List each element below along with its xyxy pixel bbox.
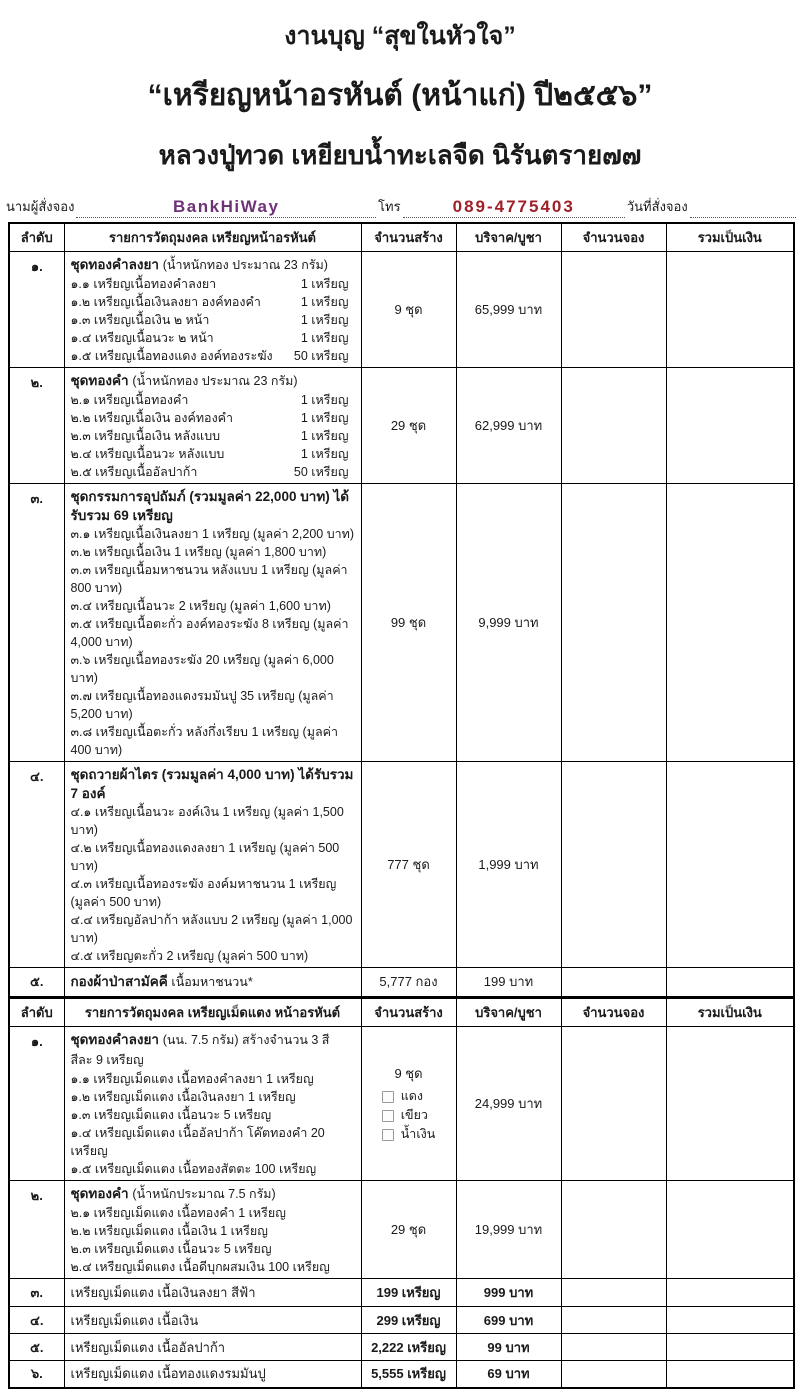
row-description (64, 251, 361, 367)
row-description (64, 367, 361, 483)
made-count: 777 ชุด (361, 761, 456, 967)
made-count: 299 เหรียญ (361, 1307, 456, 1334)
price: 9,999 บาท (456, 483, 561, 761)
set-item: ๑.๒ เหรียญเม็ดแตง เนื้อเงินลงยา 1 เหรียญ (70, 1090, 296, 1104)
col-price: บริจาค/บูชา (456, 999, 561, 1027)
row-description (64, 1027, 361, 1181)
row-description: เหรียญเม็ดแตง เนื้อเงินลงยา สีฟ้า (64, 1279, 361, 1307)
row-no: ๓. (9, 1279, 64, 1307)
set-item: ๓.๒ เหรียญเนื้อเงิน 1 เหรียญ (มูลค่า 1,800 บาท) (70, 544, 327, 559)
set-title: ชุดกรรมการอุปถัมภ์ (รวมมูลค่า 22,000 บาท) ได้รับรวม 69 เหรียญ (70, 488, 350, 523)
item-qty: 1 เหรียญ (300, 446, 349, 461)
item-text: ๑.๓ เหรียญเนื้อเงิน ๒ หน้า (70, 312, 210, 327)
set-item: ๒.๒ เหรียญเม็ดแตง เนื้อเงิน 1 เหรียญ (70, 1224, 268, 1238)
total-amount-cell (666, 483, 794, 761)
booking-qty-cell (561, 967, 666, 997)
col-made-count: จำนวนสร้าง (361, 999, 456, 1027)
item-text: ๒.๓ เหรียญเนื้อเงิน หลังแบบ (70, 428, 221, 443)
checkbox-green[interactable] (382, 1110, 394, 1122)
row-no: ๕. (9, 967, 64, 997)
row-description: เหรียญเม็ดแตง เนื้ออัลปาก้า (64, 1334, 361, 1361)
table1-header-row (9, 223, 794, 251)
set-item: ๑.๓ เหรียญเม็ดแตง เนื้อนวะ 5 เหรียญ (70, 1108, 272, 1122)
item-text: ๒.๒ เหรียญเนื้อเงิน องค์ทองคำ (70, 410, 234, 425)
row-no: ๑. (9, 251, 64, 367)
price: 99 บาท (456, 1334, 561, 1361)
row-description (64, 483, 361, 761)
col-no: ลำดับ (9, 999, 64, 1027)
price: 69 บาท (456, 1361, 561, 1388)
col-booking-qty: จำนวนจอง (561, 999, 666, 1027)
price: 24,999 บาท (456, 1027, 561, 1181)
set-item: ๓.๔ เหรียญเนื้อนวะ 2 เหรียญ (มูลค่า 1,600 บาท) (70, 598, 331, 613)
orderer-name-value: BankHiWay (173, 197, 280, 216)
set-title-text: ชุดทองคำ (70, 1186, 129, 1201)
total-amount-cell (666, 1334, 794, 1361)
orderer-name-label: นามผู้สั่งจอง (6, 199, 75, 214)
order-date-field (690, 200, 796, 218)
item-text: ๑.๑ เหรียญเนื้อทองคำลงยา (70, 276, 217, 291)
set-item (71, 391, 355, 409)
melon-seed-coin-table (8, 998, 795, 1389)
item-qty: 1 เหรียญ (300, 428, 349, 443)
col-no: ลำดับ (9, 223, 64, 251)
total-amount-cell (666, 1027, 794, 1181)
item-qty: 1 เหรียญ (300, 276, 349, 291)
set-title-note: (นน. 7.5 กรัม) สร้างจำนวน 3 สี สีละ 9 เหรียญ (70, 1033, 330, 1067)
row-no: ๑. (9, 1027, 64, 1181)
made-count: 29 ชุด (361, 367, 456, 483)
set-item: ๓.๑ เหรียญเนื้อเงินลงยา 1 เหรียญ (มูลค่า 2,200 บาท) (70, 526, 355, 541)
table-row (9, 967, 794, 997)
col-total-amount: รวมเป็นเงิน (666, 999, 794, 1027)
item-text: ๒.๑ เหรียญเนื้อทองคำ (70, 392, 189, 407)
row-description (64, 967, 361, 997)
made-count: 5,555 เหรียญ (361, 1361, 456, 1388)
color-option (382, 1087, 436, 1106)
total-amount-cell (666, 1279, 794, 1307)
set-item: ๓.๕ เหรียญเนื้อตะกั่ว องค์ทองระฆัง 8 เหรียญ (มูลค่า 4,000 บาท) (70, 616, 349, 649)
item-qty: 1 เหรียญ (300, 294, 349, 309)
set-item: ๔.๔ เหรียญอัลปาก้า หลังแบบ 2 เหรียญ (มูลค่า 1,000 บาท) (70, 912, 353, 945)
price: 1,999 บาท (456, 761, 561, 967)
checkbox-label: เขียว (400, 1108, 428, 1122)
order-info-line (4, 196, 796, 218)
set-item: ๓.๘ เหรียญเนื้อตะกั่ว หลังกึ่งเรียบ 1 เหรียญ (มูลค่า 400 บาท) (70, 724, 338, 757)
set-item (71, 293, 355, 311)
set-item: ๑.๔ เหรียญเม็ดแตง เนื้ออัลปาก้า โค๊ตทองคำ 20 เหรียญ (70, 1126, 325, 1158)
table-row (9, 1307, 794, 1334)
set-item: ๑.๑ เหรียญเม็ดแตง เนื้อทองคำลงยา 1 เหรียญ (70, 1072, 314, 1086)
col-made-count: จำนวนสร้าง (361, 223, 456, 251)
row-description: เหรียญเม็ดแตง เนื้อทองแดงรมมันปู (64, 1361, 361, 1388)
price: 199 บาท (456, 967, 561, 997)
made-count: 99 ชุด (361, 483, 456, 761)
set-title-text: ชุดทองคำลงยา (70, 256, 159, 272)
made-count-cell (361, 1027, 456, 1181)
made-count: 29 ชุด (361, 1181, 456, 1279)
price: 62,999 บาท (456, 367, 561, 483)
row-no: ๖. (9, 1361, 64, 1388)
set-item (71, 445, 355, 463)
set-item: ๔.๑ เหรียญเนื้อนวะ องค์เงิน 1 เหรียญ (มูลค่า 1,500 บาท) (70, 804, 344, 837)
table-row (9, 1334, 794, 1361)
col-description: รายการวัตถุมงคล เหรียญเม็ดแตง หน้าอรหันต์ (64, 999, 361, 1027)
set-title (71, 1184, 355, 1204)
item-text: ๒.๕ เหรียญเนื้ออัลปาก้า (70, 464, 198, 479)
item-qty: 1 เหรียญ (300, 312, 349, 327)
row-description (64, 761, 361, 967)
made-count: 199 เหรียญ (361, 1279, 456, 1307)
made-count: 9 ชุด (361, 251, 456, 367)
total-amount-cell (666, 367, 794, 483)
table-row (9, 483, 794, 761)
table-row (9, 367, 794, 483)
row-description (64, 1181, 361, 1279)
table-row (9, 1027, 794, 1181)
set-title (71, 371, 355, 391)
booking-qty-cell (561, 251, 666, 367)
item-qty: 1 เหรียญ (300, 410, 349, 425)
checkbox-blue[interactable] (382, 1129, 394, 1141)
color-options (382, 1087, 436, 1144)
orderer-name-field (76, 197, 376, 218)
arahant-coin-table (8, 222, 795, 998)
set-item (71, 409, 355, 427)
item-text: ๒.๔ เหรียญเนื้อนวะ หลังแบบ (70, 446, 225, 461)
table-row (9, 251, 794, 367)
color-option (382, 1125, 436, 1144)
col-description: รายการวัตถุมงคล เหรียญหน้าอรหันต์ (64, 223, 361, 251)
row-no: ๒. (9, 1181, 64, 1279)
set-item: ๓.๗ เหรียญเนื้อทองแดงรมมันปู 35 เหรียญ (มูลค่า 5,200 บาท) (70, 688, 334, 721)
set-item (71, 311, 355, 329)
booking-qty-cell (561, 1307, 666, 1334)
document-header (0, 0, 800, 176)
booking-qty-cell (561, 483, 666, 761)
item-text: ๑.๒ เหรียญเนื้อเงินลงยา องค์ทองคำ (70, 294, 261, 309)
table-row (9, 1279, 794, 1307)
set-title-note: เนื้อมหาชนวน* (171, 975, 253, 990)
total-amount-cell (666, 761, 794, 967)
col-total-amount: รวมเป็นเงิน (666, 223, 794, 251)
set-title-text: ชุดทองคำลงยา (70, 1032, 159, 1047)
set-title-note: (น้ำหนักประมาณ 7.5 กรัม) (132, 1187, 276, 1201)
total-amount-cell (666, 1307, 794, 1334)
set-item (71, 275, 355, 293)
item-text: ๑.๕ เหรียญเนื้อทองแดง องค์ทองระฆัง (70, 348, 273, 363)
color-option (382, 1106, 436, 1125)
set-title-note: (น้ำหนักทอง ประมาณ 23 กรัม) (132, 373, 298, 388)
table2-header-row (9, 999, 794, 1027)
total-amount-cell (666, 1181, 794, 1279)
row-description: เหรียญเม็ดแตง เนื้อเงิน (64, 1307, 361, 1334)
set-item: ๔.๓ เหรียญเนื้อทองระฆัง องค์มหาชนวน 1 เหรียญ (มูลค่า 500 บาท) (70, 876, 337, 909)
item-qty: 1 เหรียญ (300, 392, 349, 407)
booking-qty-cell (561, 367, 666, 483)
row-no: ๒. (9, 367, 64, 483)
price: 19,999 บาท (456, 1181, 561, 1279)
set-item: ๒.๓ เหรียญเม็ดแตง เนื้อนวะ 5 เหรียญ (70, 1242, 272, 1256)
booking-qty-cell (561, 761, 666, 967)
set-title-note: (น้ำหนักทอง ประมาณ 23 กรัม) (162, 257, 328, 272)
row-no: ๓. (9, 483, 64, 761)
set-item: ๔.๕ เหรียญตะกั่ว 2 เหรียญ (มูลค่า 500 บาท) (70, 948, 309, 963)
price: 65,999 บาท (456, 251, 561, 367)
row-no: ๔. (9, 1307, 64, 1334)
table-row (9, 1361, 794, 1388)
page-subtitle: “เหรียญหน้าอรหันต์ (หน้าแก่) ปี๒๕๕๖” (147, 79, 653, 112)
set-item: ๒.๔ เหรียญเม็ดแตง เนื้อดีบุกผสมเงิน 100 เหรียญ (70, 1260, 330, 1274)
order-date-label: วันที่สั่งจอง (626, 199, 688, 214)
row-no: ๕. (9, 1334, 64, 1361)
booking-qty-cell (561, 1361, 666, 1388)
set-title: ชุดถวายผ้าไตร (รวมมูลค่า 4,000 บาท) ได้รับรวม 7 องค์ (70, 766, 354, 801)
row-no: ๔. (9, 761, 64, 967)
phone-value: 089-4775403 (452, 197, 575, 216)
col-booking-qty: จำนวนจอง (561, 223, 666, 251)
total-amount-cell (666, 1361, 794, 1388)
price: 999 บาท (456, 1279, 561, 1307)
booking-qty-cell (561, 1027, 666, 1181)
table-row (9, 761, 794, 967)
total-amount-cell (666, 251, 794, 367)
set-item (71, 347, 355, 365)
set-item (71, 463, 355, 481)
made-count: 5,777 กอง (361, 967, 456, 997)
set-title (71, 1030, 355, 1070)
phone-field (403, 197, 625, 218)
set-item: ๓.๖ เหรียญเนื้อทองระฆัง 20 เหรียญ (มูลค่า 6,000 บาท) (70, 652, 334, 685)
set-title (71, 255, 355, 275)
item-qty: 50 เหรียญ (293, 464, 349, 479)
set-item: ๓.๓ เหรียญเนื้อมหาชนวน หลังแบบ 1 เหรียญ (มูลค่า 800 บาท) (70, 562, 348, 595)
booking-qty-cell (561, 1334, 666, 1361)
checkbox-label: แดง (400, 1089, 424, 1103)
price: 699 บาท (456, 1307, 561, 1334)
col-price: บริจาค/บูชา (456, 223, 561, 251)
made-count: 2,222 เหรียญ (361, 1334, 456, 1361)
table-row (9, 1181, 794, 1279)
set-item (71, 329, 355, 347)
set-item: ๔.๒ เหรียญเนื้อทองแดงลงยา 1 เหรียญ (มูลค่า 500 บาท) (70, 840, 340, 873)
item-text: ๑.๔ เหรียญเนื้อนวะ ๒ หน้า (70, 330, 214, 345)
checkbox-label: น้ำเงิน (400, 1127, 436, 1141)
set-title: กองผ้าป่าสามัคคี (70, 974, 168, 990)
set-item: ๒.๑ เหรียญเม็ดแตง เนื้อทองคำ 1 เหรียญ (70, 1206, 286, 1220)
booking-qty-cell (561, 1181, 666, 1279)
item-qty: 50 เหรียญ (293, 348, 349, 363)
phone-label: โทร (378, 199, 401, 214)
set-item (71, 427, 355, 445)
total-amount-cell (666, 967, 794, 997)
item-qty: 1 เหรียญ (300, 330, 349, 345)
made-count: 9 ชุด (394, 1066, 423, 1081)
set-item: ๑.๕ เหรียญเม็ดแตง เนื้อทองสัตตะ 100 เหรียญ (70, 1162, 317, 1176)
page-title: งานบุญ “สุขในหัวใจ” (284, 22, 516, 50)
set-title-text: ชุดทองคำ (70, 372, 129, 388)
monk-name-line: หลวงปู่ทวด เหยียบน้ำทะเลจืด นิรันตราย๗๗ (158, 140, 642, 170)
booking-qty-cell (561, 1279, 666, 1307)
checkbox-red[interactable] (382, 1091, 394, 1103)
